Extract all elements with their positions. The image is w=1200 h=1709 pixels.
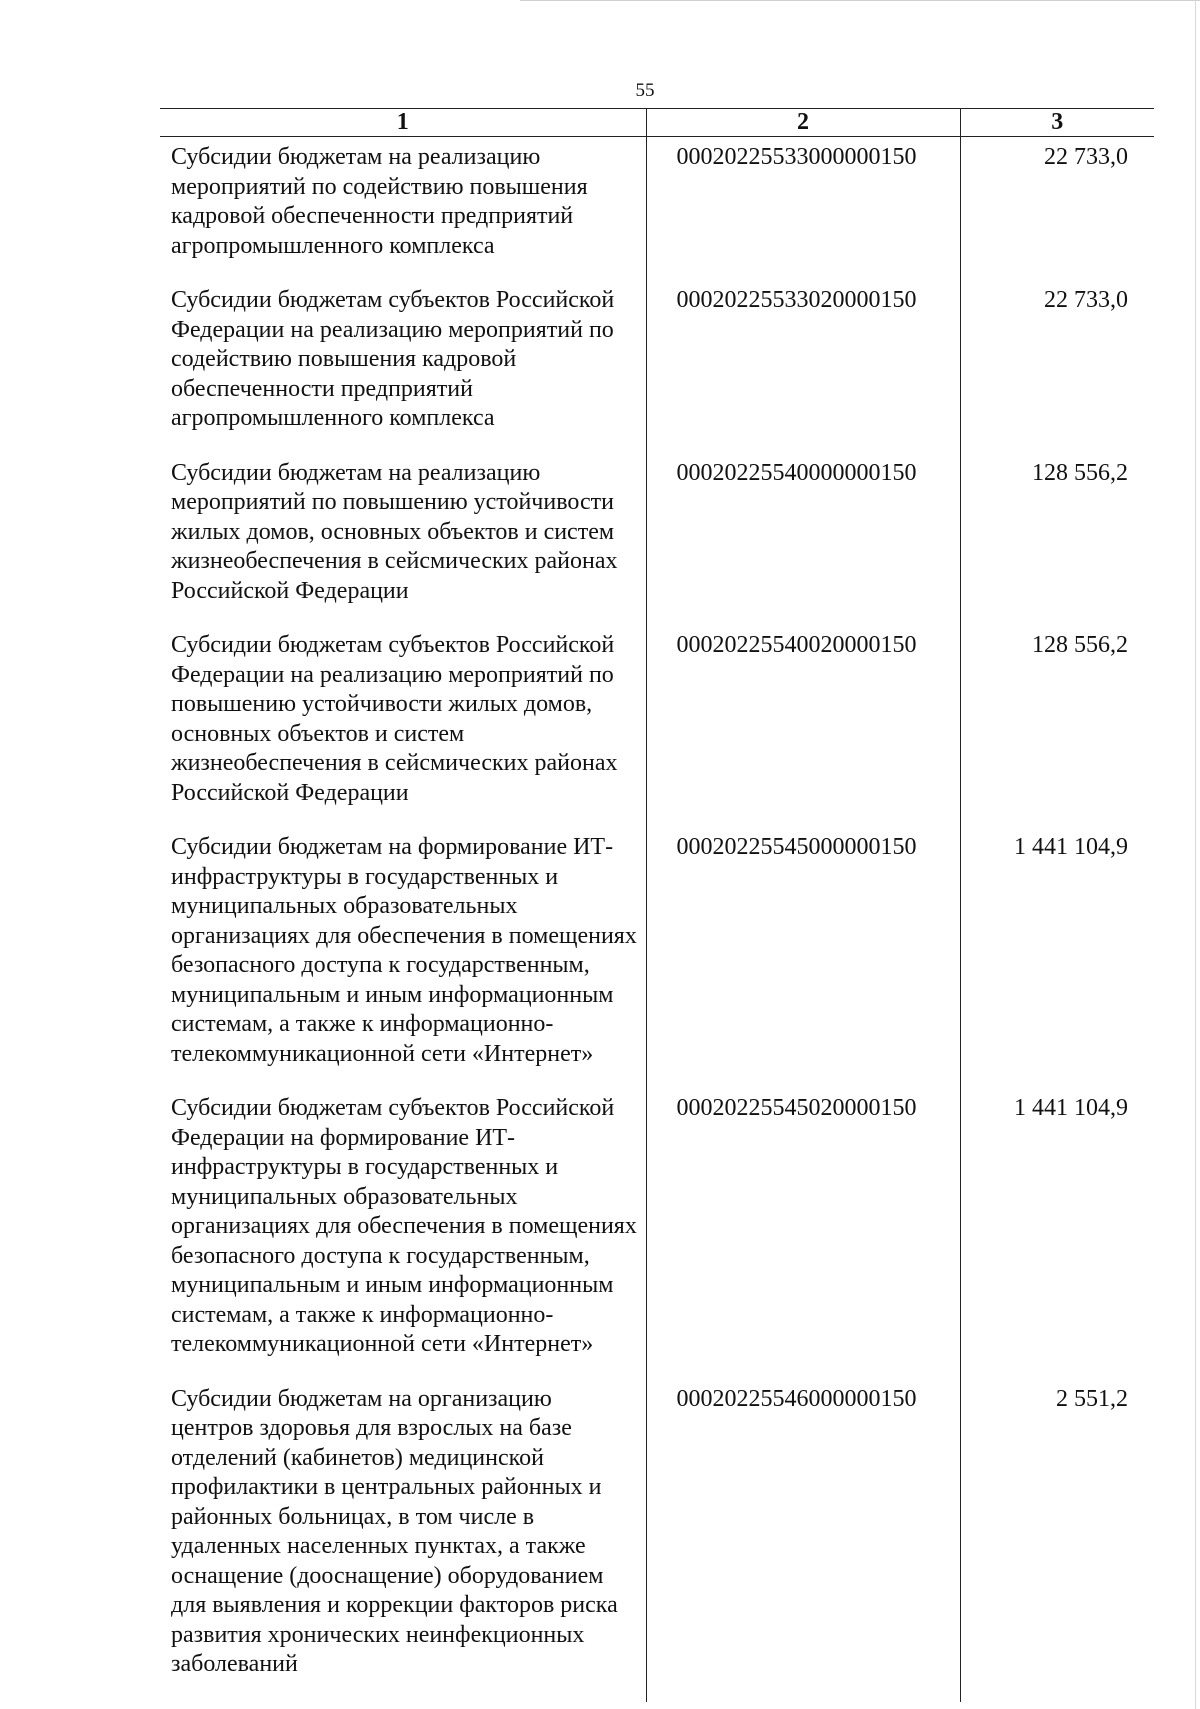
row-amount: 22 733,0 bbox=[960, 137, 1154, 281]
row-code: 00020225545000000150 bbox=[646, 827, 960, 1088]
row-description: Субсидии бюджетам субъектов Российской Федерации на формирование ИТ-инфраструктуры в государственных и муниципальных образовательных организациях для обеспечения в помещениях безопасного доступа к государственным, муниципальным и иным информационным системам, а также к информационно-телекоммуникационной сети «Интернет» bbox=[171, 1095, 637, 1357]
scan-top-edge bbox=[520, 0, 1200, 1]
column-header-3: 3 bbox=[960, 109, 1154, 137]
scan-right-edge bbox=[1195, 0, 1196, 1709]
row-description: Субсидии бюджетам на формирование ИТ-инфраструктуры в государственных и муниципальных образовательных организациях для обеспечения в помещениях безопасного доступа к государственным, муниципальным и иным информационным системам, а также к информационно-телекоммуникационной сети «Интернет» bbox=[171, 834, 637, 1067]
table-row bbox=[160, 453, 1154, 626]
table-row bbox=[160, 827, 1154, 1088]
row-code: 00020225533000000150 bbox=[646, 137, 960, 281]
row-code: 00020225546000000150 bbox=[646, 1379, 960, 1702]
table-row bbox=[160, 625, 1154, 827]
budget-table bbox=[160, 108, 1154, 1702]
row-code: 00020225540000000150 bbox=[646, 453, 960, 626]
row-amount: 2 551,2 bbox=[960, 1379, 1154, 1702]
page-number: 55 bbox=[635, 80, 655, 101]
table-row bbox=[160, 280, 1154, 453]
table-header-row bbox=[160, 109, 1154, 137]
table-row bbox=[160, 1379, 1154, 1702]
row-description: Субсидии бюджетам субъектов Российской Федерации на реализацию мероприятий по содействию повышения кадровой обеспеченности предприятий агропромышленного комплекса bbox=[171, 287, 615, 431]
row-code: 00020225540020000150 bbox=[646, 625, 960, 827]
row-description: Субсидии бюджетам на организацию центров здоровья для взрослых на базе отделений (кабинетов) медицинской профилактики в центральных районных и районных больницах, в том числе в удаленных населенных пунктах, а также оснащение (дооснащение) оборудованием для выявления и коррекции факторов риска развития хронических неинфекционных заболеваний bbox=[171, 1385, 618, 1677]
row-code: 00020225533020000150 bbox=[646, 280, 960, 453]
table-row bbox=[160, 1088, 1154, 1379]
column-header-2: 2 bbox=[646, 109, 960, 137]
row-code: 00020225545020000150 bbox=[646, 1088, 960, 1379]
row-description: Субсидии бюджетам субъектов Российской Федерации на реализацию мероприятий по повышению устойчивости жилых домов, основных объектов и систем жизнеобеспечения в сейсмических районах Российской Федерации bbox=[171, 632, 618, 806]
row-amount: 128 556,2 bbox=[960, 625, 1154, 827]
row-amount: 1 441 104,9 bbox=[960, 1088, 1154, 1379]
row-amount: 128 556,2 bbox=[960, 453, 1154, 626]
row-amount: 22 733,0 bbox=[960, 280, 1154, 453]
row-amount: 1 441 104,9 bbox=[960, 827, 1154, 1088]
row-description: Субсидии бюджетам на реализацию мероприятий по содействию повышения кадровой обеспеченности предприятий агропромышленного комплекса bbox=[171, 144, 588, 259]
row-description: Субсидии бюджетам на реализацию мероприятий по повышению устойчивости жилых домов, основных объектов и систем жизнеобеспечения в сейсмических районах Российской Федерации bbox=[171, 459, 618, 604]
column-header-1: 1 bbox=[160, 109, 646, 137]
table-row bbox=[160, 137, 1154, 281]
